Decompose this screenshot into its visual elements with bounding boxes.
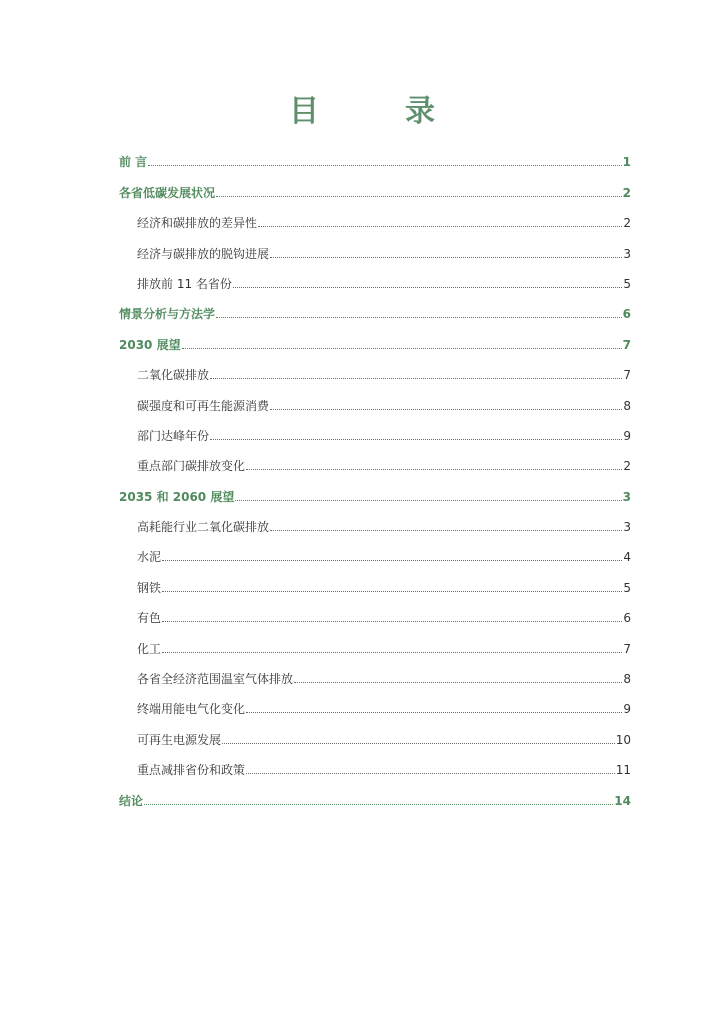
toc-entry-page-number: 4 xyxy=(623,550,631,565)
toc-dot-leader xyxy=(162,560,622,561)
toc-section-entry[interactable] xyxy=(119,388,631,418)
toc-entry-label: 情景分析与方法学 xyxy=(119,307,216,322)
toc-chapter-entry[interactable] xyxy=(119,479,631,509)
toc-section-entry[interactable] xyxy=(119,722,631,752)
toc-entry-label: 经济与碳排放的脱钩进展 xyxy=(137,246,270,261)
toc-entry-label: 2035 和 2060 展望 xyxy=(119,489,235,504)
toc-dot-leader xyxy=(144,804,613,805)
toc-dot-leader xyxy=(270,530,622,531)
toc-section-entry[interactable] xyxy=(119,631,631,661)
toc-entry-page-number: 3 xyxy=(622,489,631,504)
toc-dot-leader xyxy=(270,409,622,410)
toc-entry-label: 终端用能电气化变化 xyxy=(137,702,246,717)
toc-section-entry[interactable] xyxy=(119,753,631,783)
toc-section-entry[interactable] xyxy=(119,267,631,297)
toc-entry-page-number: 3 xyxy=(623,520,631,535)
toc-entry-label: 2030 展望 xyxy=(119,337,181,352)
toc-dot-leader xyxy=(294,682,622,683)
toc-entry-page-number: 7 xyxy=(622,337,631,352)
toc-entry-label: 结论 xyxy=(119,793,144,808)
toc-chapter-entry[interactable] xyxy=(119,327,631,357)
toc-entry-label: 钢铁 xyxy=(137,580,162,595)
toc-chapter-entry[interactable] xyxy=(119,145,631,175)
toc-dot-leader xyxy=(216,196,622,197)
toc-entry-page-number: 11 xyxy=(615,763,631,778)
toc-dot-leader xyxy=(210,439,622,440)
toc-section-entry[interactable] xyxy=(119,236,631,266)
toc-dot-leader xyxy=(246,712,622,713)
toc-entry-label: 部门达峰年份 xyxy=(137,428,210,443)
toc-dot-leader xyxy=(148,165,621,166)
toc-section-entry[interactable] xyxy=(119,601,631,631)
toc-entry-label: 前 言 xyxy=(119,155,148,170)
toc-chapter-entry[interactable] xyxy=(119,783,631,813)
toc-entry-label: 各省全经济范围温室气体排放 xyxy=(137,672,294,687)
toc-entry-page-number: 7 xyxy=(623,641,631,656)
toc-dot-leader xyxy=(162,621,622,622)
toc-entry-page-number: 9 xyxy=(623,702,631,717)
toc-entry-page-number: 5 xyxy=(623,580,631,595)
toc-dot-leader xyxy=(246,469,622,470)
toc-dot-leader xyxy=(162,591,622,592)
toc-entry-page-number: 2 xyxy=(623,216,631,231)
toc-dot-leader xyxy=(222,743,615,744)
toc-section-entry[interactable] xyxy=(119,570,631,600)
toc-title: 目 录 xyxy=(289,94,463,129)
toc-dot-leader xyxy=(270,257,622,258)
toc-dot-leader xyxy=(210,378,622,379)
toc-entry-page-number: 9 xyxy=(623,428,631,443)
toc-entry-page-number: 5 xyxy=(623,276,631,291)
toc-dot-leader xyxy=(258,226,622,227)
toc-entry-page-number: 8 xyxy=(623,672,631,687)
toc-entry-page-number: 8 xyxy=(623,398,631,413)
toc-entry-page-number: 3 xyxy=(623,246,631,261)
toc-chapter-entry[interactable] xyxy=(119,175,631,205)
toc-entry-label: 碳强度和可再生能源消费 xyxy=(137,398,270,413)
toc-entry-label: 有色 xyxy=(137,611,162,626)
toc-chapter-entry[interactable] xyxy=(119,297,631,327)
toc-section-entry[interactable] xyxy=(119,358,631,388)
toc-entry-page-number: 7 xyxy=(623,368,631,383)
toc-section-entry[interactable] xyxy=(119,662,631,692)
toc-section-entry[interactable] xyxy=(119,206,631,236)
toc-entry-page-number: 2 xyxy=(623,459,631,474)
toc-dot-leader xyxy=(216,317,622,318)
toc-dot-leader xyxy=(233,287,622,288)
toc-section-entry[interactable] xyxy=(119,449,631,479)
toc-entry-label: 重点减排省份和政策 xyxy=(137,763,246,778)
toc-section-entry[interactable] xyxy=(119,540,631,570)
toc-entry-page-number: 6 xyxy=(622,307,631,322)
toc-entry-label: 水泥 xyxy=(137,550,162,565)
toc-entry-label: 经济和碳排放的差异性 xyxy=(137,216,258,231)
toc-dot-leader xyxy=(246,773,615,774)
toc-entry-label: 排放前 11 名省份 xyxy=(137,276,232,291)
toc-entry-label: 高耗能行业二氧化碳排放 xyxy=(137,520,270,535)
toc-entry-page-number: 14 xyxy=(614,793,631,808)
toc-entry-page-number: 10 xyxy=(615,732,631,747)
toc-entry-label: 二氧化碳排放 xyxy=(137,368,210,383)
toc-entry-page-number: 2 xyxy=(622,185,631,200)
toc-entry-page-number: 6 xyxy=(623,611,631,626)
toc-dot-leader xyxy=(162,652,622,653)
toc-section-entry[interactable] xyxy=(119,419,631,449)
toc-section-entry[interactable] xyxy=(119,692,631,722)
table-of-contents xyxy=(119,145,631,814)
toc-dot-leader xyxy=(182,348,622,349)
toc-dot-leader xyxy=(235,500,621,501)
toc-entry-label: 各省低碳发展状况 xyxy=(119,185,216,200)
toc-entry-label: 化工 xyxy=(137,641,162,656)
toc-entry-label: 可再生电源发展 xyxy=(137,732,222,747)
toc-entry-label: 重点部门碳排放变化 xyxy=(137,459,246,474)
toc-section-entry[interactable] xyxy=(119,510,631,540)
toc-entry-page-number: 1 xyxy=(622,155,631,170)
